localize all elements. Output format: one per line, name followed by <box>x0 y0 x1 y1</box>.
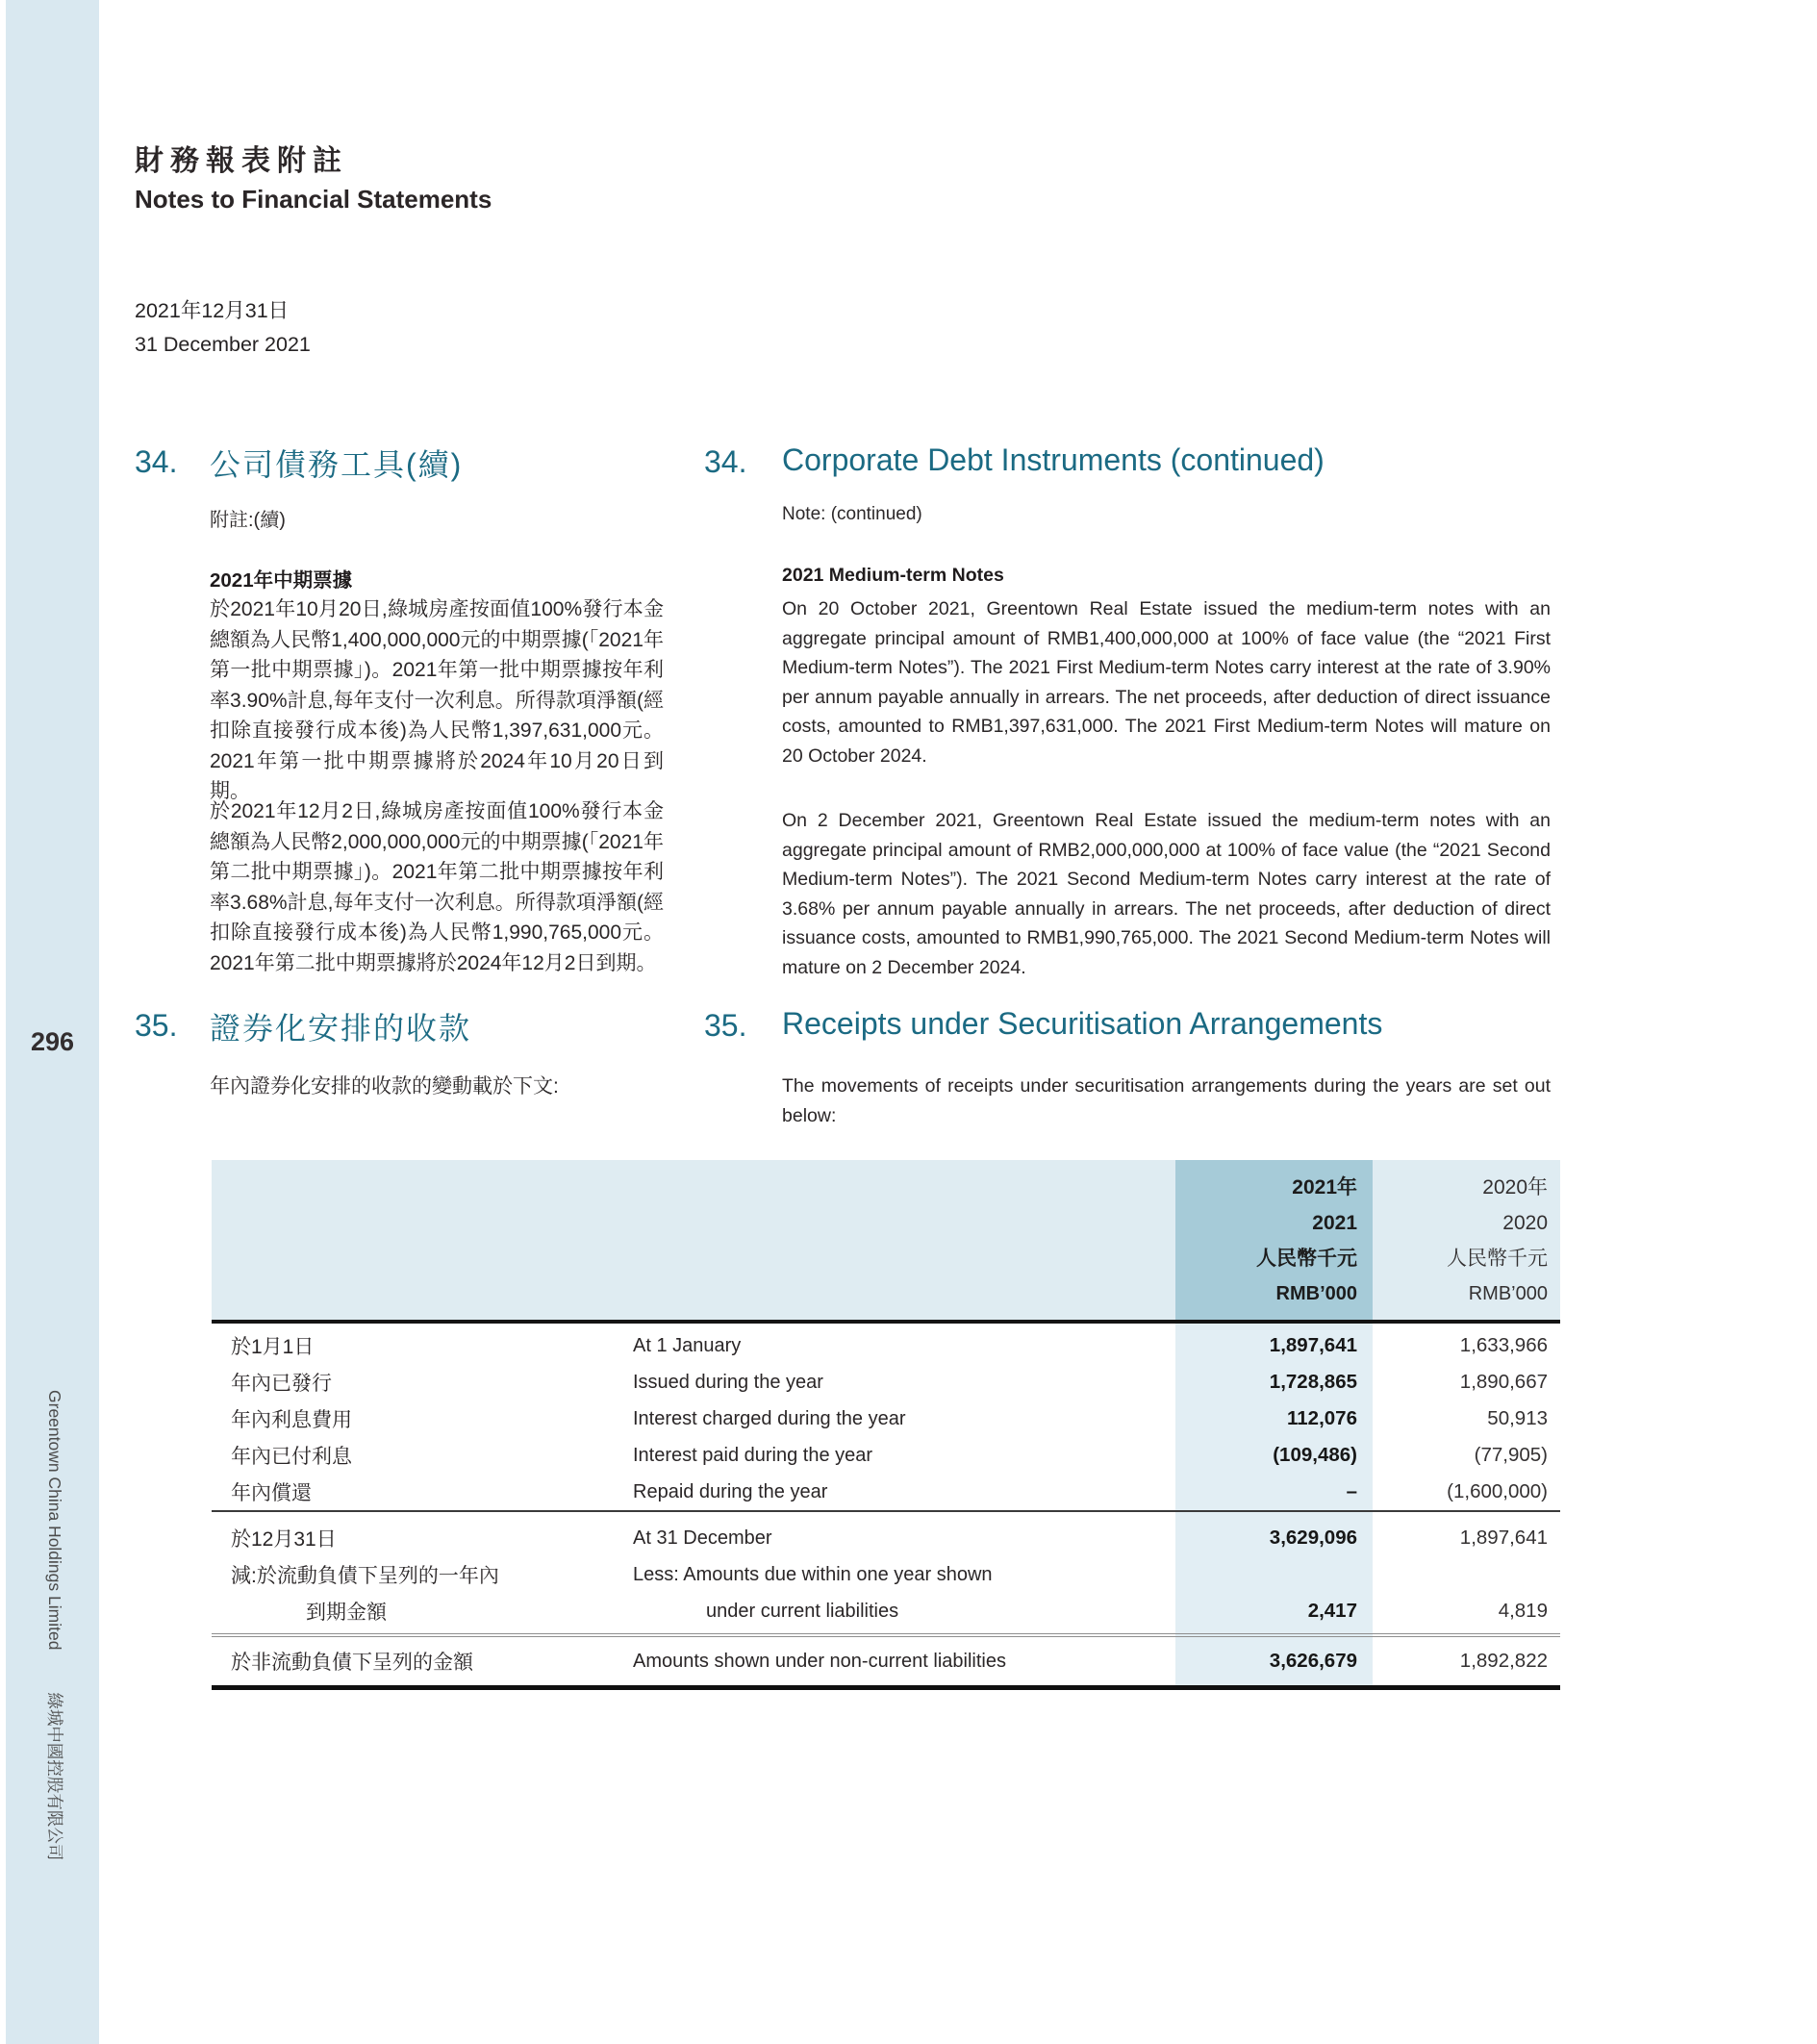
section34-para2-en: On 2 December 2021, Greentown Real Estate issued the medium-term notes with an aggregate principal amount of RMB2,000,000,000 at 100% of face value (the “2021 Second Medium-term Notes”). The 2021 Second Medium-term Notes carry interest at the rate of 3.68% per annum payable annually in arrears. The net proceeds, after deduction of direct issuance costs, amounted to RMB1,990,765,000. The 2021 Second Medium-term Notes will mature on 2 December 2024. <box>782 810 1551 978</box>
doc-title-en: Notes to Financial Statements <box>135 185 492 214</box>
row-label-zh: 減:於流動負債下呈列的一年內 <box>231 1565 499 1587</box>
row-label-zh: 年內已付利息 <box>231 1446 352 1468</box>
section34-title-zh: 公司債務工具(續) <box>210 447 464 482</box>
row-label-en: Less: Amounts due within one year shown <box>633 1563 993 1585</box>
row-value-2020: (1,600,000) <box>1447 1480 1548 1502</box>
col-2021-unit: RMB’000 <box>1275 1283 1357 1304</box>
row-value-2020: 50,913 <box>1487 1407 1548 1429</box>
row-value-2020: 1,892,822 <box>1459 1650 1548 1672</box>
row-value-2020: 4,819 <box>1498 1600 1548 1622</box>
row-value-2021: 2,417 <box>1307 1600 1357 1622</box>
row-value-2021: 3,629,096 <box>1269 1527 1357 1549</box>
row-value-2020: 1,890,667 <box>1459 1371 1548 1393</box>
row-label-zh: 於1月1日 <box>231 1336 315 1358</box>
page-number: 296 <box>30 1027 75 1056</box>
table-row <box>212 1437 1560 1474</box>
securitisation-table <box>212 1160 1560 1690</box>
table-row <box>212 1643 1560 1679</box>
row-label-en: under current liabilities <box>706 1600 899 1622</box>
section34-para2-zh: 於2021年12月2日,綠城房產按面值100%發行本金總額為人民幣2,000,000,000元的中期票據(「2021年第二批中期票據」)。2021年第二批中期票據按年利率3.68%計息,每年支付一次利息。所得款項淨額(經扣除直接發行成本後)為人民幣1,990,765,000元。2021年第二批中期票據將於2024年12月2日到期。 <box>210 800 664 974</box>
table-row <box>212 1520 1560 1556</box>
section35-title-en: Receipts under Securitisation Arrangements <box>782 1006 1383 1041</box>
section34-subheading-zh: 2021年中期票據 <box>210 569 353 592</box>
doc-title-zh: 財務報表附註 <box>135 144 348 178</box>
row-label-en: At 1 January <box>633 1334 742 1356</box>
table-row <box>212 1401 1560 1437</box>
row-label-zh: 年內已發行 <box>231 1373 332 1395</box>
row-value-2021: – <box>1346 1480 1357 1502</box>
row-label-zh: 於12月31日 <box>231 1528 337 1551</box>
table-row <box>212 1364 1560 1401</box>
row-label-zh: 到期金額 <box>306 1602 387 1624</box>
col-2020-year-zh: 2020年 <box>1482 1176 1548 1199</box>
company-name-vertical <box>43 1390 67 1860</box>
section34-para1-zh: 於2021年10月20日,綠城房產按面值100%發行本金總額為人民幣1,400,000,000元的中期票據(「2021年第一批中期票據」)。2021年第一批中期票據按年利率3.90%計息,每年支付一次利息。所得款項淨額(經扣除直接發行成本後)為人民幣1,397,631,000元。2021年第一批中期票據將於2024年10月20日到期。 <box>210 598 664 802</box>
sidebar-band <box>6 0 99 2044</box>
row-value-2020: 1,897,641 <box>1459 1527 1548 1549</box>
table-row <box>212 1593 1560 1629</box>
col-2020-year: 2020 <box>1502 1212 1548 1234</box>
table-body <box>212 1324 1560 1690</box>
row-value-2020: 1,633,966 <box>1459 1334 1548 1356</box>
row-value-2021: 1,728,865 <box>1269 1371 1357 1393</box>
section34-note-en: Note: (continued) <box>782 504 922 524</box>
section34-subheading-en: 2021 Medium-term Notes <box>782 565 1004 586</box>
company-name-en: Greentown China Holdings Limited <box>45 1390 64 1651</box>
table-row <box>212 1556 1560 1593</box>
row-label-zh: 於非流動負債下呈列的金額 <box>231 1652 473 1674</box>
section35-title-zh: 證券化安排的收款 <box>210 1011 472 1046</box>
section35-intro-zh: 年內證券化安排的收款的變動載於下文: <box>210 1075 559 1098</box>
row-label-en: Interest paid during the year <box>633 1444 873 1466</box>
row-label-zh: 年內利息費用 <box>231 1409 352 1431</box>
report-date-zh: 2021年12月31日 <box>135 299 290 322</box>
section34-number-en: 34. <box>704 444 747 479</box>
table-row <box>212 1474 1560 1510</box>
section34-title-en: Corporate Debt Instruments (continued) <box>782 442 1325 477</box>
col-2021-year-zh: 2021年 <box>1292 1176 1357 1199</box>
col-2021-year: 2021 <box>1312 1212 1357 1234</box>
section34-note-zh: 附註:(續) <box>210 510 286 531</box>
col-2020-unit-zh: 人民幣千元 <box>1447 1248 1548 1270</box>
section34-para1-en: On 20 October 2021, Greentown Real Estate issued the medium-term notes with an aggregate principal amount of RMB1,400,000,000 at 100% of face value (the “2021 First Medium-term Notes”). The 2021 First Medium-term Notes carry interest at the rate of 3.90% per annum payable annually in arrears. The net proceeds, after deduction of direct issuance costs, amounted to RMB1,397,631,000. The 2021 First Medium-term Notes will mature on 20 October 2024. <box>782 598 1551 767</box>
row-value-2020: (77,905) <box>1474 1444 1548 1466</box>
row-value-2021: 1,897,641 <box>1269 1334 1357 1356</box>
company-name-zh: 綠城中國控股有限公司 <box>45 1692 64 1861</box>
row-value-2021: (109,486) <box>1273 1444 1357 1466</box>
row-label-en: Interest charged during the year <box>633 1407 906 1429</box>
row-label-en: At 31 December <box>633 1527 772 1549</box>
section34-number-zh: 34. <box>135 444 178 479</box>
table-header <box>212 1160 1560 1324</box>
section35-intro-en: The movements of receipts under securitisation arrangements during the years are set out below: <box>782 1075 1551 1126</box>
row-value-2021: 3,626,679 <box>1269 1650 1357 1672</box>
section35-number-en: 35. <box>704 1008 747 1043</box>
row-value-2021: 112,076 <box>1287 1407 1357 1429</box>
row-label-zh: 年內償還 <box>231 1482 312 1504</box>
row-label-en: Repaid during the year <box>633 1480 828 1502</box>
row-label-en: Amounts shown under non-current liabilities <box>633 1650 1006 1672</box>
col-2020-unit: RMB’000 <box>1468 1283 1548 1304</box>
table-row <box>212 1327 1560 1364</box>
row-label-en: Issued during the year <box>633 1371 823 1393</box>
col-2021-unit-zh: 人民幣千元 <box>1256 1248 1357 1270</box>
section35-number-zh: 35. <box>135 1008 178 1043</box>
report-date-en: 31 December 2021 <box>135 333 311 356</box>
